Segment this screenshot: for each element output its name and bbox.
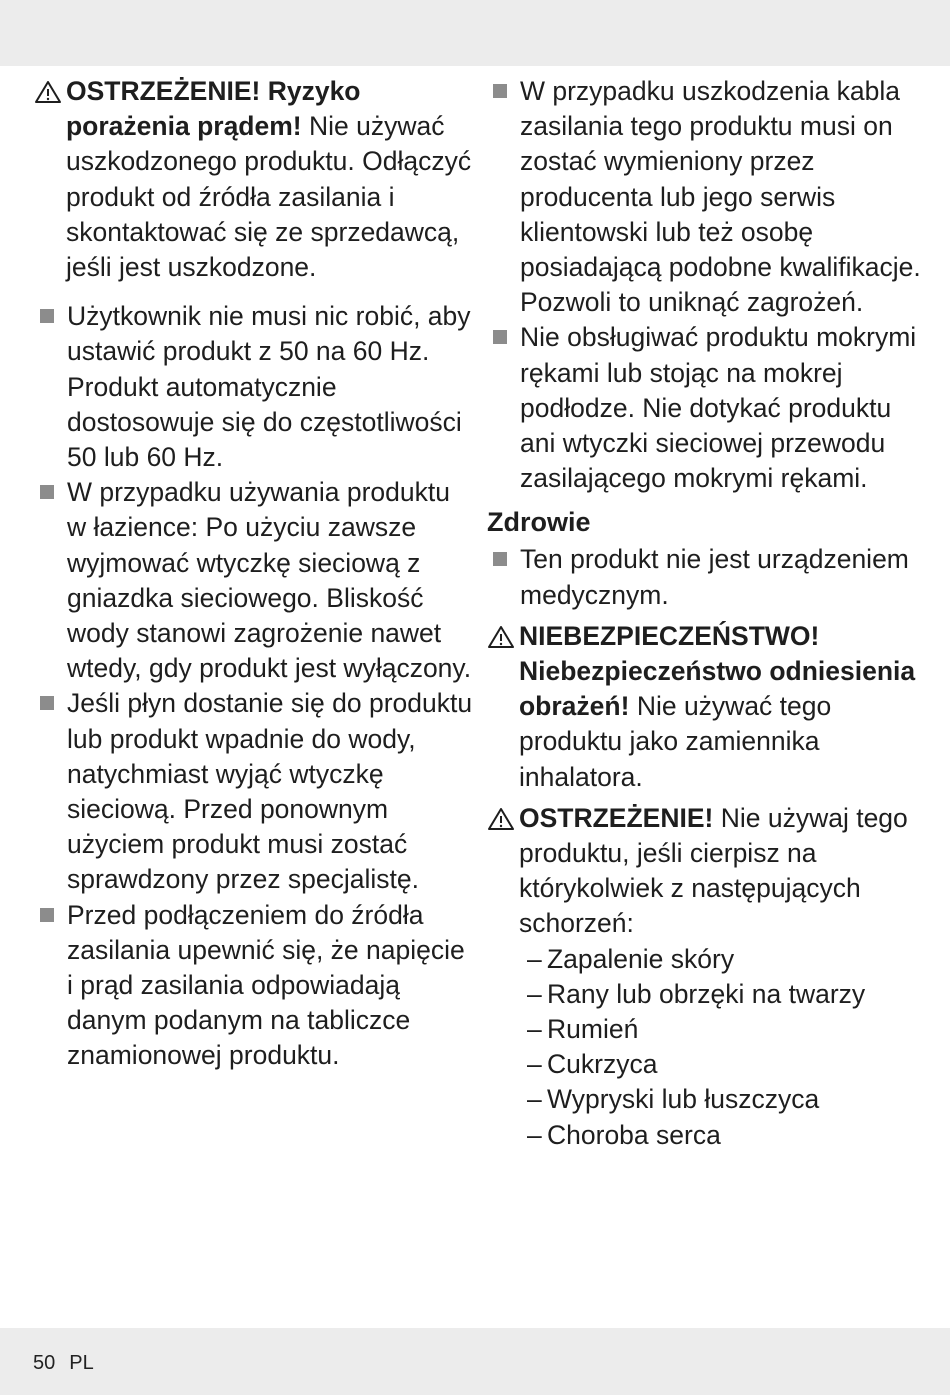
condition-item: – Cukrzyca <box>527 1049 658 1080</box>
bullet-square-icon <box>493 330 507 344</box>
condition-item: – Choroba serca <box>527 1119 721 1150</box>
condition-item: – Rumień <box>527 1014 639 1045</box>
list-item-text: Użytkownik nie musi nic robić, aby ustawić produkt z 50 na 60 Hz. Produkt automatycznie dostosowuje się do częstotliwości 50 lub 60 Hz. <box>67 301 471 473</box>
conditions-list <box>487 942 927 1153</box>
warning2-text: Nie używaj tego produktu, jeśli cierpisz na którykolwiek z następujących schorzeń: <box>519 802 908 939</box>
list-item <box>487 74 927 320</box>
page-number: 50 <box>33 1352 56 1374</box>
language-code: PL <box>69 1352 94 1374</box>
list-item <box>34 898 474 1074</box>
list-item-text: Nie obsługiwać produktu mokrymi rękami lub stojąc na mokrej podłodze. Nie dotykać produktu ani wtyczki sieciowej przewodu zasilającego mokrymi rękami. <box>520 322 917 494</box>
warning-triangle-icon <box>487 625 515 649</box>
shock-warning <box>34 74 474 285</box>
list-item <box>34 475 474 686</box>
section-heading: Zdrowie <box>487 507 591 538</box>
page-footer <box>33 1352 108 1375</box>
warning2-label: OSTRZEŻENIE! <box>519 802 714 833</box>
danger-warning <box>487 619 927 795</box>
bullet-square-icon <box>40 485 54 499</box>
list-item-text: W przypadku używania produktu w łazience: Po użyciu zawsze wyjmować wtyczkę sieciową z gniazdka sieciowego. Bliskość wody stanowi zagrożenie nawet wtedy, gdy produkt jest wyłączony. <box>67 477 472 684</box>
bullet-square-icon <box>40 309 54 323</box>
list-item-text: Jeśli płyn dostanie się do produktu lub produkt wpadnie do wody, natychmiast wyjąć wtyczkę sieciową. Przed ponownym użyciem produkt musi zostać sprawdzony przez specjalistę. <box>67 688 473 895</box>
list-item-text: Ten produkt nie jest urządzeniem medycznym. <box>520 544 909 610</box>
bullet-square-icon <box>493 84 507 98</box>
list-item-text: Przed podłączeniem do źródła zasilania upewnić się, że napięcie i prąd zasilania odpowiadają danym podanym na tabliczce znamionowej produktu. <box>67 899 465 1071</box>
bullet-square-icon <box>40 908 54 922</box>
warning-label: OSTRZEŻENIE! Ryzyko porażenia prądem! <box>66 76 361 142</box>
bullet-square-icon <box>40 696 54 710</box>
danger-text: Nie używać tego produktu jako zamiennika inhalatora. <box>519 691 832 792</box>
warning-triangle-icon <box>34 80 62 104</box>
list-item <box>34 299 474 475</box>
danger-label: NIEBEZPIECZEŃSTWO! Niebezpieczeństwo odniesienia obrażeń! <box>519 620 916 722</box>
warning-text: Nie używać uszkodzonego produktu. Odłączyć produkt od źródła zasilania i skontaktować się ze sprzedawcą, jeśli jest uszkodzone. <box>66 111 472 283</box>
warning-triangle-icon <box>487 807 515 831</box>
left-column <box>34 74 474 1074</box>
health-warning <box>487 801 927 942</box>
condition-item: – Zapalenie skóry <box>527 943 735 974</box>
list-item <box>34 686 474 897</box>
list-item <box>487 320 927 496</box>
list-item-text: W przypadku uszkodzenia kabla zasilania tego produktu musi on zostać wymieniony przez producenta lub jego serwis klientowski lub też osobę posiadającą podobne kwalifikacje. Pozwoli to uniknąć zagrożeń. <box>520 76 921 318</box>
condition-item: – Rany lub obrzęki na twarzy <box>527 978 866 1009</box>
bullet-square-icon <box>493 552 507 566</box>
condition-item: – Wypryski lub łuszczyca <box>527 1084 820 1115</box>
footer-band <box>0 1328 950 1395</box>
right-column <box>487 74 927 1153</box>
header-band <box>0 0 950 66</box>
list-item <box>487 542 927 612</box>
